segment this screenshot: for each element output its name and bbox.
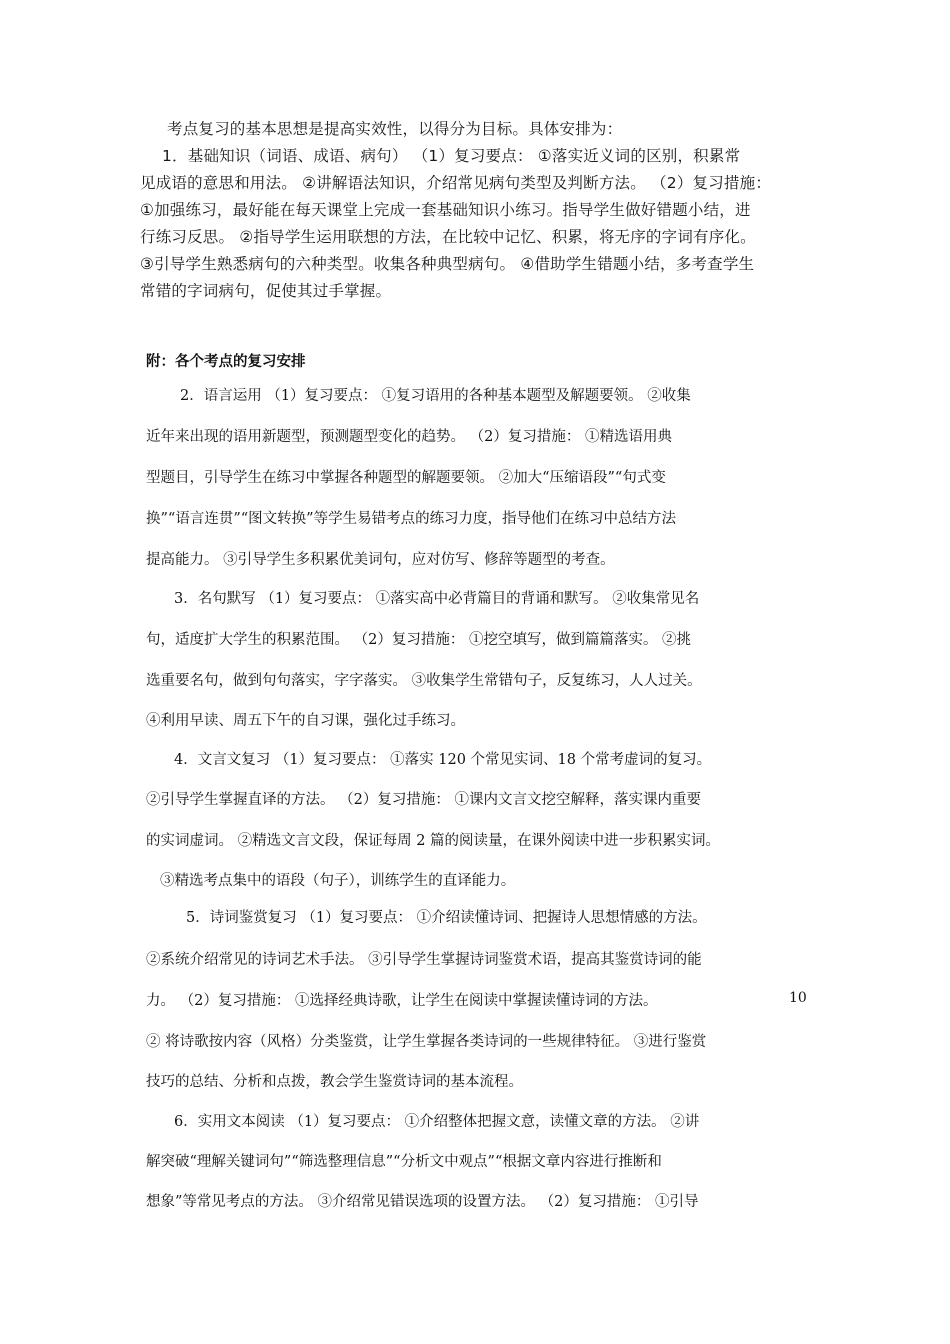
body-line: 的实词虚词。 ②精选文言文段，保证每周 2 篇的阅读量，在课外阅读中进一步积累实词。 [146,833,721,849]
body-line: 想象”等常见考点的方法。 ③介绍常见错误选项的设置方法。 （2）复习措施： ①引导 [146,1194,699,1210]
intro-line: 常错的字词病句，促使其过手掌握。 [140,282,392,300]
body-line: 提高能力。 ③引导学生多积累优美词句，应对仿写、修辞等题型的考查。 [146,552,615,568]
body-line: 选重要名句，做到句句落实，字字落实。 ③收集学生常错句子，反复练习，人人过关。 [146,673,702,689]
intro-line: ①加强练习，最好能在每天课堂上完成一套基础知识小练习。指导学生做好错题小结，进 [140,201,751,219]
page-number: 10 [789,990,807,1006]
intro-line: 考点复习的基本思想是提高实效性，以得分为目标。具体安排为： [167,120,623,138]
body-line: 句，适度扩大学生的积累范围。 （2）复习措施： ①挖空填写，做到篇篇落实。 ②挑 [146,632,692,648]
body-line: 力。 （2）复习措施： ①选择经典诗歌，让学生在阅读中掌握读懂诗词的方法。 [146,993,658,1009]
body-line: 3．名句默写 （1）复习要点： ①落实高中必背篇目的背诵和默写。 ②收集常见名 [174,591,700,607]
body-line: 换”“语言连贯”“图文转换”等学生易错考点的练习力度，指导他们在练习中总结方法 [146,511,677,527]
body-line: ②引导学生掌握直译的方法。 （2）复习措施： ①课内文言文挖空解释，落实课内重要 [146,792,701,808]
body-line: 型题目，引导学生在练习中掌握各种题型的解题要领。 ②加大“压缩语段”“句式变 [146,470,666,486]
body-line: 6．实用文本阅读 （1）复习要点： ①介绍整体把握文意，读懂文章的方法。 ②讲 [174,1114,700,1130]
intro-line: ③引导学生熟悉病句的六种类型。收集各种典型病句。 ④借助学生错题小结，多考查学生 [140,255,755,273]
body-line: 解突破“理解关键词句”“筛选整理信息”“分析文中观点”“根据文章内容进行推断和 [146,1154,662,1170]
body-line: ④利用早读、周五下午的自习课，强化过手练习。 [146,713,465,729]
body-line: ③精选考点集中的语段（句子），训练学生的直译能力。 [160,873,516,889]
body-line: 4．文言文复习 （1）复习要点： ①落实 120 个常见实词、18 个常考虚词的复习。 [174,752,712,768]
body-line: 近年来出现的语用新题型，预测题型变化的趋势。 （2）复习措施： ①精选语用典 [146,429,672,445]
body-line: 5．诗词鉴赏复习 （1）复习要点： ①介绍读懂诗词、把握诗人思想情感的方法。 [186,910,707,926]
intro-line: 行练习反思。 ②指导学生运用联想的方法，在比较中记忆、积累，将无序的字词有序化。 [140,228,756,246]
intro-section [140,116,810,305]
intro-line: 1．基础知识（词语、成语、病句） （1）复习要点： ①落实近义词的区别，积累常 [162,147,741,165]
body-line: ② 将诗歌按内容（风格）分类鉴赏，让学生掌握各类诗词的一些规律特征。 ③进行鉴赏 [146,1034,707,1050]
body-line: 技巧的总结、分析和点拨，教会学生鉴赏诗词的基本流程。 [146,1074,523,1090]
body-line: 2．语言运用 （1）复习要点： ①复习语用的各种基本题型及解题要领。 ②收集 [180,388,691,404]
appendix-title: 附：各个考点的复习安排 [146,354,306,370]
intro-line: 见成语的意思和用法。 ②讲解语法知识，介绍常见病句类型及判断方法。 （2）复习措施： [140,174,772,192]
body-line: ②系统介绍常见的诗词艺术手法。 ③引导学生掌握诗词鉴赏术语，提高其鉴赏诗词的能 [146,952,702,968]
